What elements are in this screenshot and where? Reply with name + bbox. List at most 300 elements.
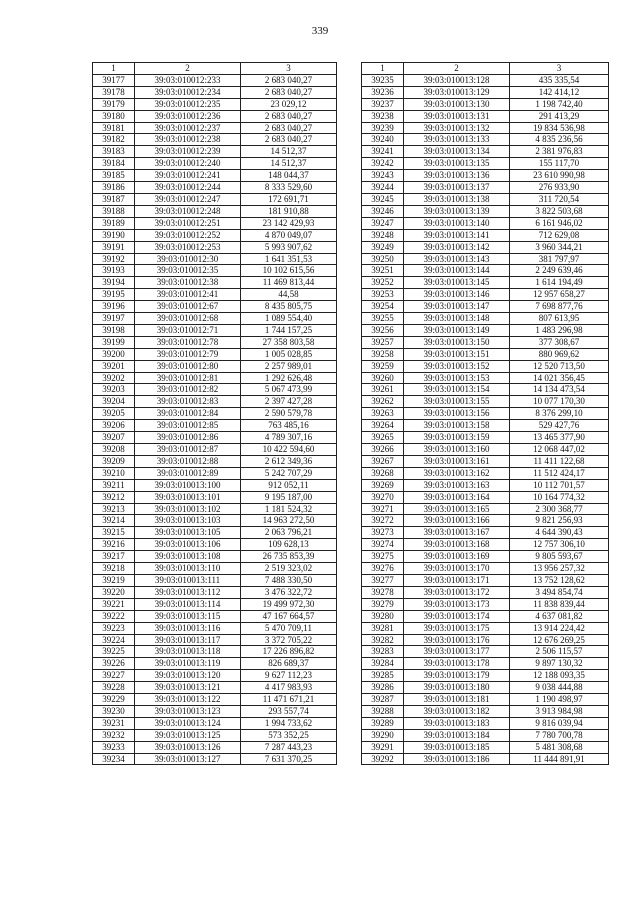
- row-number-cell: 39247: [362, 217, 404, 229]
- value-cell: 12 188 093,35: [510, 670, 609, 682]
- table-row: [362, 729, 609, 741]
- cadastral-number-cell: 39:03:010013:164: [404, 491, 510, 503]
- cadastral-number-cell: 39:03:010013:100: [135, 479, 241, 491]
- cadastral-number-cell: 39:03:010013:161: [404, 455, 510, 467]
- row-number-cell: 39289: [362, 717, 404, 729]
- row-number-cell: 39257: [362, 336, 404, 348]
- value-cell: 1 292 626,48: [241, 372, 337, 384]
- table-row: [362, 574, 609, 586]
- cadastral-number-cell: 39:03:010013:169: [404, 551, 510, 563]
- value-cell: 148 044,37: [241, 170, 337, 182]
- value-cell: 1 181 524,32: [241, 503, 337, 515]
- row-number-cell: 39288: [362, 705, 404, 717]
- value-cell: 7 488 330,50: [241, 574, 337, 586]
- row-number-cell: 39242: [362, 158, 404, 170]
- table-row: [93, 241, 337, 253]
- value-cell: 276 933,90: [510, 182, 609, 194]
- cadastral-number-cell: 39:03:010012:89: [135, 467, 241, 479]
- table-row: [362, 503, 609, 515]
- cadastral-number-cell: 39:03:010012:240: [135, 158, 241, 170]
- value-cell: 44,58: [241, 289, 337, 301]
- cadastral-number-cell: 39:03:010013:151: [404, 348, 510, 360]
- cadastral-number-cell: 39:03:010012:241: [135, 170, 241, 182]
- row-number-cell: 39229: [93, 694, 135, 706]
- cadastral-number-cell: 39:03:010012:244: [135, 182, 241, 194]
- table-row: [362, 598, 609, 610]
- row-number-cell: 39189: [93, 217, 135, 229]
- cadastral-number-cell: 39:03:010013:117: [135, 634, 241, 646]
- row-number-cell: 39193: [93, 265, 135, 277]
- table-row: [93, 301, 337, 313]
- value-cell: 11 444 891,91: [510, 753, 609, 765]
- cadastral-number-cell: 39:03:010013:127: [135, 753, 241, 765]
- value-cell: 435 335,54: [510, 74, 609, 86]
- value-cell: 14 512,37: [241, 158, 337, 170]
- table-row: [93, 265, 337, 277]
- table-row: [362, 229, 609, 241]
- table-row: [362, 741, 609, 753]
- row-number-cell: 39249: [362, 241, 404, 253]
- row-number-cell: 39250: [362, 253, 404, 265]
- table-row: [362, 122, 609, 134]
- cadastral-number-cell: 39:03:010013:106: [135, 539, 241, 551]
- cadastral-number-cell: 39:03:010013:156: [404, 408, 510, 420]
- value-cell: 2 257 989,01: [241, 360, 337, 372]
- cadastral-number-cell: 39:03:010012:81: [135, 372, 241, 384]
- left-table: [92, 62, 337, 765]
- table-row: [362, 432, 609, 444]
- cadastral-number-cell: 39:03:010013:132: [404, 122, 510, 134]
- value-cell: 9 038 444,88: [510, 682, 609, 694]
- table-row: [362, 682, 609, 694]
- cadastral-number-cell: 39:03:010013:134: [404, 146, 510, 158]
- row-number-cell: 39225: [93, 646, 135, 658]
- table-row: [362, 182, 609, 194]
- value-cell: 9 897 130,32: [510, 658, 609, 670]
- cadastral-number-cell: 39:03:010013:176: [404, 634, 510, 646]
- value-cell: 9 816 039,94: [510, 717, 609, 729]
- value-cell: 912 052,11: [241, 479, 337, 491]
- row-number-cell: 39179: [93, 98, 135, 110]
- value-cell: 13 956 257,32: [510, 563, 609, 575]
- table-row: [362, 753, 609, 765]
- cadastral-number-cell: 39:03:010013:114: [135, 598, 241, 610]
- row-number-cell: 39268: [362, 467, 404, 479]
- table-row: [93, 86, 337, 98]
- row-number-cell: 39267: [362, 455, 404, 467]
- row-number-cell: 39275: [362, 551, 404, 563]
- value-cell: 14 134 473,54: [510, 384, 609, 396]
- table-row: [93, 182, 337, 194]
- value-cell: 807 613,95: [510, 313, 609, 325]
- value-cell: 10 112 701,57: [510, 479, 609, 491]
- table-row: [93, 360, 337, 372]
- cadastral-number-cell: 39:03:010013:121: [135, 682, 241, 694]
- value-cell: 1 641 351,53: [241, 253, 337, 265]
- cadastral-number-cell: 39:03:010013:118: [135, 646, 241, 658]
- table-row: [362, 360, 609, 372]
- cadastral-number-cell: 39:03:010013:112: [135, 586, 241, 598]
- row-number-cell: 39220: [93, 586, 135, 598]
- table-row: [362, 491, 609, 503]
- row-number-cell: 39266: [362, 444, 404, 456]
- cadastral-number-cell: 39:03:010013:185: [404, 741, 510, 753]
- table-row: [362, 348, 609, 360]
- cadastral-number-cell: 39:03:010013:135: [404, 158, 510, 170]
- value-cell: 2 519 323,02: [241, 563, 337, 575]
- table-row: [93, 396, 337, 408]
- table-row: [93, 372, 337, 384]
- row-number-cell: 39264: [362, 420, 404, 432]
- row-number-cell: 39252: [362, 277, 404, 289]
- table-row: [362, 205, 609, 217]
- row-number-cell: 39286: [362, 682, 404, 694]
- value-cell: 3 913 984,98: [510, 705, 609, 717]
- row-number-cell: 39287: [362, 694, 404, 706]
- table-row: [362, 301, 609, 313]
- value-cell: 291 413,29: [510, 110, 609, 122]
- table-row: [362, 98, 609, 110]
- row-number-cell: 39217: [93, 551, 135, 563]
- row-number-cell: 39185: [93, 170, 135, 182]
- table-row: [362, 479, 609, 491]
- value-cell: 7 631 370,25: [241, 753, 337, 765]
- cadastral-number-cell: 39:03:010012:88: [135, 455, 241, 467]
- cadastral-number-cell: 39:03:010012:248: [135, 205, 241, 217]
- value-cell: 14 512,37: [241, 146, 337, 158]
- table-row: [362, 146, 609, 158]
- row-number-cell: 39212: [93, 491, 135, 503]
- table-row: [362, 646, 609, 658]
- value-cell: 109 628,13: [241, 539, 337, 551]
- table-row: [93, 324, 337, 336]
- row-number-cell: 39199: [93, 336, 135, 348]
- cadastral-number-cell: 39:03:010013:180: [404, 682, 510, 694]
- row-number-cell: 39195: [93, 289, 135, 301]
- table-row: [93, 753, 337, 765]
- value-cell: 2 683 040,27: [241, 86, 337, 98]
- value-cell: 5 067 473,99: [241, 384, 337, 396]
- value-cell: 4 835 236,56: [510, 134, 609, 146]
- cadastral-number-cell: 39:03:010013:173: [404, 598, 510, 610]
- table-row: [93, 515, 337, 527]
- table-row: [93, 193, 337, 205]
- cadastral-number-cell: 39:03:010013:165: [404, 503, 510, 515]
- row-number-cell: 39214: [93, 515, 135, 527]
- table-row: [362, 634, 609, 646]
- cadastral-number-cell: 39:03:010012:252: [135, 229, 241, 241]
- table-row: [362, 217, 609, 229]
- value-cell: 2 683 040,27: [241, 74, 337, 86]
- value-cell: 10 077 170,30: [510, 396, 609, 408]
- table-row: [362, 158, 609, 170]
- value-cell: 1 744 157,25: [241, 324, 337, 336]
- row-number-cell: 39232: [93, 729, 135, 741]
- row-number-cell: 39206: [93, 420, 135, 432]
- row-number-cell: 39256: [362, 324, 404, 336]
- value-cell: 10 422 594,60: [241, 444, 337, 456]
- value-cell: 3 494 854,74: [510, 586, 609, 598]
- row-number-cell: 39211: [93, 479, 135, 491]
- table-row: [93, 229, 337, 241]
- row-number-cell: 39279: [362, 598, 404, 610]
- row-number-cell: 39239: [362, 122, 404, 134]
- value-cell: 8 333 529,60: [241, 182, 337, 194]
- value-cell: 4 637 081,82: [510, 610, 609, 622]
- table-row: [362, 193, 609, 205]
- cadastral-number-cell: 39:03:010012:82: [135, 384, 241, 396]
- value-cell: 11 471 671,21: [241, 694, 337, 706]
- row-number-cell: 39224: [93, 634, 135, 646]
- value-cell: 3 960 344,21: [510, 241, 609, 253]
- cadastral-number-cell: 39:03:010013:150: [404, 336, 510, 348]
- value-cell: 13 752 128,62: [510, 574, 609, 586]
- cadastral-number-cell: 39:03:010013:149: [404, 324, 510, 336]
- value-cell: 11 512 424,17: [510, 467, 609, 479]
- value-cell: 23 610 990,98: [510, 170, 609, 182]
- table-row: [362, 289, 609, 301]
- cadastral-number-cell: 39:03:010012:238: [135, 134, 241, 146]
- right-table: [361, 62, 609, 765]
- row-number-cell: 39188: [93, 205, 135, 217]
- row-number-cell: 39219: [93, 574, 135, 586]
- row-number-cell: 39203: [93, 384, 135, 396]
- cadastral-number-cell: 39:03:010012:84: [135, 408, 241, 420]
- row-number-cell: 39276: [362, 563, 404, 575]
- cadastral-number-cell: 39:03:010012:71: [135, 324, 241, 336]
- table-row: [93, 467, 337, 479]
- table-row: [93, 455, 337, 467]
- row-number-cell: 39209: [93, 455, 135, 467]
- row-number-cell: 39235: [362, 74, 404, 86]
- value-cell: 3 372 705,22: [241, 634, 337, 646]
- value-cell: 27 358 803,58: [241, 336, 337, 348]
- cadastral-number-cell: 39:03:010013:119: [135, 658, 241, 670]
- row-number-cell: 39186: [93, 182, 135, 194]
- table-row: [93, 170, 337, 182]
- table-row: [93, 432, 337, 444]
- value-cell: 7 287 443,23: [241, 741, 337, 753]
- value-cell: 1 994 733,62: [241, 717, 337, 729]
- value-cell: 4 870 049,07: [241, 229, 337, 241]
- table-row: [93, 277, 337, 289]
- value-cell: 8 435 805,75: [241, 301, 337, 313]
- table-row: [362, 336, 609, 348]
- row-number-cell: 39274: [362, 539, 404, 551]
- row-number-cell: 39218: [93, 563, 135, 575]
- row-number-cell: 39273: [362, 527, 404, 539]
- cadastral-number-cell: 39:03:010013:152: [404, 360, 510, 372]
- row-number-cell: 39259: [362, 360, 404, 372]
- table-row: [93, 98, 337, 110]
- value-cell: 2 683 040,27: [241, 110, 337, 122]
- table-row: [362, 170, 609, 182]
- table-row: [362, 134, 609, 146]
- row-number-cell: 39284: [362, 658, 404, 670]
- table-row: [93, 694, 337, 706]
- row-number-cell: 39215: [93, 527, 135, 539]
- row-number-cell: 39210: [93, 467, 135, 479]
- row-number-cell: 39281: [362, 622, 404, 634]
- value-cell: 142 414,12: [510, 86, 609, 98]
- cadastral-number-cell: 39:03:010013:143: [404, 253, 510, 265]
- value-cell: 9 627 112,23: [241, 670, 337, 682]
- value-cell: 293 557,74: [241, 705, 337, 717]
- header-col-3: 3: [510, 63, 609, 75]
- cadastral-number-cell: 39:03:010013:111: [135, 574, 241, 586]
- cadastral-number-cell: 39:03:010013:137: [404, 182, 510, 194]
- table-row: [93, 610, 337, 622]
- value-cell: 8 376 299,10: [510, 408, 609, 420]
- table-row: [362, 384, 609, 396]
- cadastral-number-cell: 39:03:010013:142: [404, 241, 510, 253]
- table-row: [93, 539, 337, 551]
- cadastral-number-cell: 39:03:010012:83: [135, 396, 241, 408]
- table-row: [93, 336, 337, 348]
- cadastral-number-cell: 39:03:010013:153: [404, 372, 510, 384]
- cadastral-number-cell: 39:03:010012:30: [135, 253, 241, 265]
- row-number-cell: 39196: [93, 301, 135, 313]
- cadastral-number-cell: 39:03:010013:183: [404, 717, 510, 729]
- value-cell: 13 914 224,42: [510, 622, 609, 634]
- value-cell: 9 821 256,93: [510, 515, 609, 527]
- cadastral-number-cell: 39:03:010013:155: [404, 396, 510, 408]
- table-row: [93, 634, 337, 646]
- cadastral-number-cell: 39:03:010013:170: [404, 563, 510, 575]
- cadastral-number-cell: 39:03:010013:144: [404, 265, 510, 277]
- cadastral-number-cell: 39:03:010013:160: [404, 444, 510, 456]
- table-row: [93, 646, 337, 658]
- table-row: [93, 729, 337, 741]
- row-number-cell: 39190: [93, 229, 135, 241]
- cadastral-number-cell: 39:03:010013:174: [404, 610, 510, 622]
- cadastral-number-cell: 39:03:010012:80: [135, 360, 241, 372]
- value-cell: 19 834 536,98: [510, 122, 609, 134]
- cadastral-number-cell: 39:03:010013:163: [404, 479, 510, 491]
- row-number-cell: 39231: [93, 717, 135, 729]
- value-cell: 12 520 713,50: [510, 360, 609, 372]
- value-cell: 2 506 115,57: [510, 646, 609, 658]
- cadastral-number-cell: 39:03:010013:105: [135, 527, 241, 539]
- table-row: [93, 598, 337, 610]
- cadastral-number-cell: 39:03:010013:102: [135, 503, 241, 515]
- cadastral-number-cell: 39:03:010013:148: [404, 313, 510, 325]
- cadastral-number-cell: 39:03:010013:123: [135, 705, 241, 717]
- row-number-cell: 39234: [93, 753, 135, 765]
- cadastral-number-cell: 39:03:010013:116: [135, 622, 241, 634]
- cadastral-number-cell: 39:03:010013:138: [404, 193, 510, 205]
- cadastral-number-cell: 39:03:010013:115: [135, 610, 241, 622]
- cadastral-number-cell: 39:03:010013:101: [135, 491, 241, 503]
- cadastral-number-cell: 39:03:010013:179: [404, 670, 510, 682]
- value-cell: 4 644 390,43: [510, 527, 609, 539]
- table-row: [362, 444, 609, 456]
- header-col-1: 1: [93, 63, 135, 75]
- row-number-cell: 39290: [362, 729, 404, 741]
- table-row: [93, 408, 337, 420]
- cadastral-number-cell: 39:03:010012:68: [135, 313, 241, 325]
- row-number-cell: 39280: [362, 610, 404, 622]
- value-cell: 2 590 579,78: [241, 408, 337, 420]
- value-cell: 3 822 503,68: [510, 205, 609, 217]
- value-cell: 2 683 040,27: [241, 134, 337, 146]
- row-number-cell: 39248: [362, 229, 404, 241]
- value-cell: 14 021 356,45: [510, 372, 609, 384]
- value-cell: 1 198 742,40: [510, 98, 609, 110]
- cadastral-number-cell: 39:03:010012:247: [135, 193, 241, 205]
- table-row: [93, 348, 337, 360]
- cadastral-number-cell: 39:03:010013:120: [135, 670, 241, 682]
- row-number-cell: 39270: [362, 491, 404, 503]
- row-number-cell: 39260: [362, 372, 404, 384]
- value-cell: 2 612 349,36: [241, 455, 337, 467]
- cadastral-number-cell: 39:03:010012:236: [135, 110, 241, 122]
- table-row: [93, 479, 337, 491]
- value-cell: 23 029,12: [241, 98, 337, 110]
- value-cell: 172 691,71: [241, 193, 337, 205]
- cadastral-number-cell: 39:03:010013:172: [404, 586, 510, 598]
- row-number-cell: 39254: [362, 301, 404, 313]
- table-row: [93, 670, 337, 682]
- cadastral-number-cell: 39:03:010013:126: [135, 741, 241, 753]
- value-cell: 1 483 296,98: [510, 324, 609, 336]
- value-cell: 381 797,97: [510, 253, 609, 265]
- table-row: [362, 86, 609, 98]
- row-number-cell: 39253: [362, 289, 404, 301]
- row-number-cell: 39285: [362, 670, 404, 682]
- row-number-cell: 39183: [93, 146, 135, 158]
- table-row: [362, 110, 609, 122]
- cadastral-number-cell: 39:03:010013:175: [404, 622, 510, 634]
- table-row: [362, 408, 609, 420]
- value-cell: 11 838 839,44: [510, 598, 609, 610]
- cadastral-number-cell: 39:03:010013:129: [404, 86, 510, 98]
- row-number-cell: 39192: [93, 253, 135, 265]
- value-cell: 155 117,70: [510, 158, 609, 170]
- table-row: [93, 158, 337, 170]
- value-cell: 3 476 322,72: [241, 586, 337, 598]
- row-number-cell: 39198: [93, 324, 135, 336]
- row-number-cell: 39292: [362, 753, 404, 765]
- row-number-cell: 39237: [362, 98, 404, 110]
- table-row: [93, 253, 337, 265]
- row-number-cell: 39271: [362, 503, 404, 515]
- value-cell: 12 957 658,27: [510, 289, 609, 301]
- table-row: [93, 313, 337, 325]
- table-row: [362, 277, 609, 289]
- value-cell: 5 993 907,62: [241, 241, 337, 253]
- value-cell: 11 469 813,44: [241, 277, 337, 289]
- value-cell: 826 689,37: [241, 658, 337, 670]
- row-number-cell: 39181: [93, 122, 135, 134]
- row-number-cell: 39180: [93, 110, 135, 122]
- value-cell: 23 142 429,93: [241, 217, 337, 229]
- cadastral-number-cell: 39:03:010013:108: [135, 551, 241, 563]
- cadastral-number-cell: 39:03:010013:110: [135, 563, 241, 575]
- cadastral-number-cell: 39:03:010013:166: [404, 515, 510, 527]
- value-cell: 712 629,08: [510, 229, 609, 241]
- table-row: [93, 122, 337, 134]
- cadastral-number-cell: 39:03:010012:235: [135, 98, 241, 110]
- page-number: 339: [311, 25, 329, 37]
- value-cell: 1 005 028,85: [241, 348, 337, 360]
- value-cell: 47 167 664,57: [241, 610, 337, 622]
- value-cell: 2 397 427,28: [241, 396, 337, 408]
- table-row: [362, 265, 609, 277]
- row-number-cell: 39261: [362, 384, 404, 396]
- cadastral-number-cell: 39:03:010012:41: [135, 289, 241, 301]
- table-row: [93, 717, 337, 729]
